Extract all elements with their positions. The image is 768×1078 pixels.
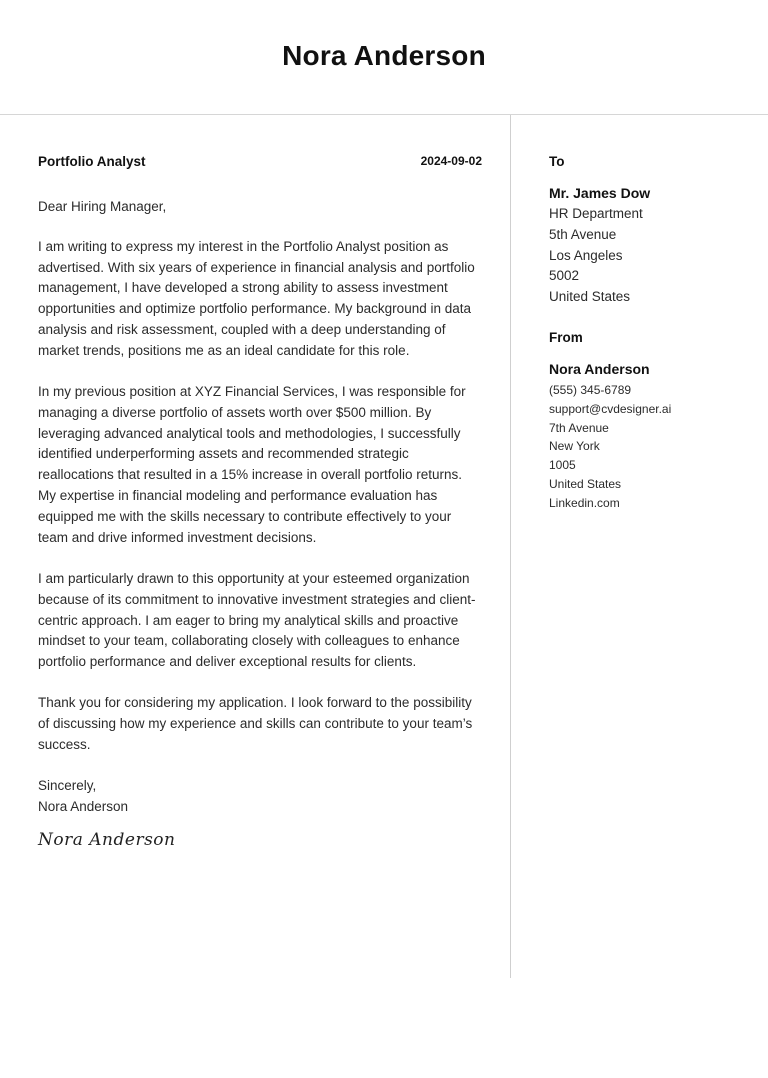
sender-country: United States xyxy=(549,476,622,491)
sender-city: New York xyxy=(549,439,600,454)
sender-phone: (555) 345-6789 xyxy=(549,382,632,397)
closing-name: Nora Anderson xyxy=(38,799,129,815)
closing-phrase: Sincerely, xyxy=(38,778,97,794)
address-sidebar xyxy=(549,154,759,513)
handwritten-signature: Nora Anderson xyxy=(38,829,176,850)
sender-postal: 1005 xyxy=(549,458,576,473)
recipient-department: HR Department xyxy=(549,206,643,221)
sender-street: 7th Avenue xyxy=(549,420,609,435)
closing-block xyxy=(38,776,482,818)
recipient-block xyxy=(549,154,759,308)
recipient-postal: 5002 xyxy=(549,268,580,284)
page-header xyxy=(0,0,768,115)
sender-email: support@cvdesigner.ai xyxy=(549,401,672,416)
recipient-street: 5th Avenue xyxy=(549,226,617,242)
recipient-name: Mr. James Dow xyxy=(549,185,651,201)
page-title: Nora Anderson xyxy=(282,40,486,71)
body-paragraph: Thank you for considering my application. I look forward to the possibility of discussing how my experience and skills can contribute to your team’s success. xyxy=(38,695,473,753)
sender-name: Nora Anderson xyxy=(549,360,650,377)
body-paragraph: I am particularly drawn to this opportunity at your esteemed organization because of its commitment to innovative investment strategies and client-centric approach. I am eager to bring my analytical skills and proactive mindset to your team, collaborating closely with colleagues to enhance portfolio performance and deliver exceptional results for clients. xyxy=(38,570,476,670)
job-row xyxy=(38,154,482,174)
sender-linkedin: Linkedin.com xyxy=(549,495,620,510)
letter-body xyxy=(38,197,482,756)
job-title: Portfolio Analyst xyxy=(38,154,146,169)
recipient-heading: To xyxy=(549,154,565,169)
letter-main-column xyxy=(38,154,482,850)
recipient-country: United States xyxy=(549,289,631,305)
sender-heading: From xyxy=(549,329,583,345)
salutation: Dear Hiring Manager, xyxy=(38,199,167,214)
recipient-city: Los Angeles xyxy=(549,247,623,263)
sender-block xyxy=(549,330,759,513)
body-paragraph: In my previous position at XYZ Financial Services, I was responsible for managing a diverse portfolio of assets worth over $500 million. By leveraging advanced analytical tools and methodologies, I successfully identified underperforming assets and recommended strategic reallocations that resulted in a 15% increase in overall portfolio returns. My expertise in financial modeling and performance evaluation has equipped me with the skills necessary to contribute effectively to your team and drive informed investment decisions. xyxy=(38,384,466,545)
letter-date: 2024-09-02 xyxy=(420,154,482,168)
column-divider xyxy=(510,115,511,978)
body-paragraph: I am writing to express my interest in the Portfolio Analyst position as advertised. With six years of experience in financial analysis and portfolio management, I have developed a strong ability to assess investment opportunities and optimize portfolio performance. My background in data analysis and risk assessment, coupled with a deep understanding of market trends, positions me as an ideal candidate for this role. xyxy=(38,238,475,358)
